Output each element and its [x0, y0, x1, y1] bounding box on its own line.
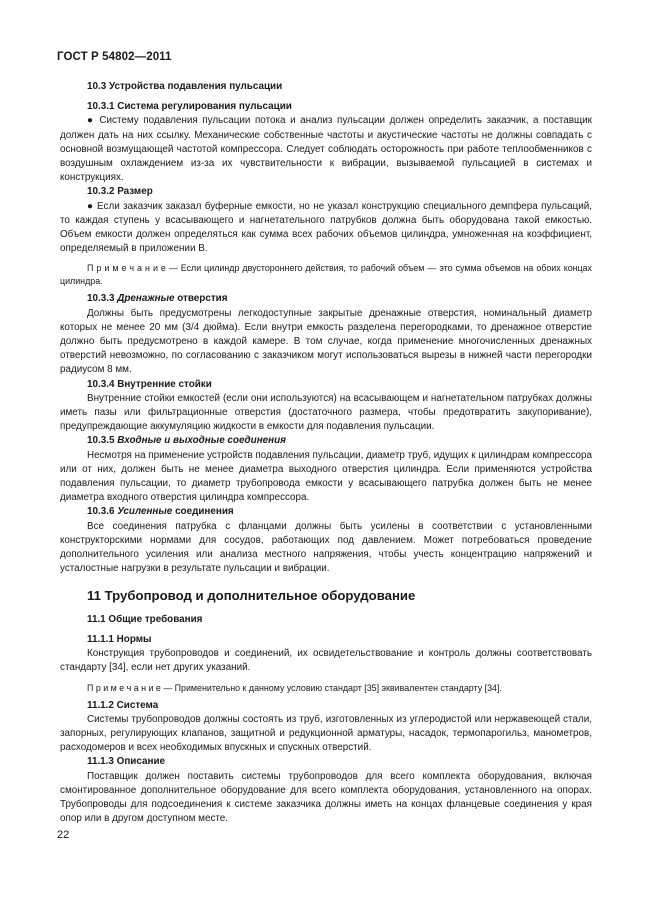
section-10-3-3-italic: Дренажные — [117, 293, 175, 305]
section-10-3-3-number: 10.3.3 — [87, 293, 115, 305]
section-10-3-3-text: Должны быть предусмотрены легкодоступные закрытые дренажные отверстия, номинальный диаметр которых не менее 20 мм (3/4 дюйма). Если внутри емкость разделена перегородками, то дренажное отверстие должно быть предусмотрено в каждой камере. В том случае, когда применение многочисленных дренажных отверстий невозможно, по согласованию с заказчиком могут использоваться вырезы в нижней части перегородки радиусом 8 мм. — [60, 307, 592, 376]
section-11-1-3-text: Поставщик должен поставить системы трубопроводов для всего комплекта оборудования, включая смонтированное дополнительное оборудование для всего комплекта оборудования, установленного на опорах. Трубопроводы для подсоединения к системе заказчика должны иметь на концах фланцевые соединения у края опор или в другом доступном месте. — [60, 770, 592, 825]
section-11-1-1-heading: 11.1.1 Нормы — [87, 633, 152, 645]
standard-header: ГОСТ Р 54802—2011 — [57, 51, 172, 63]
section-10-3-6-italic: Усиленные — [117, 506, 173, 518]
section-10-3-5-heading — [87, 434, 592, 448]
section-10-3-2-text: ● Если заказчик заказал буферные емкости, но не указал конструкцию специального демпфера пульсаций, то каждая ступень у всасывающего и нагнетательного патрубков должна быть оборудована такой емкостью. Объем емкости должен определяться как сумма всех рабочих объемов цилиндра, умноженная на коэффициент, определяемый в приложении В. — [60, 200, 592, 255]
section-10-3-5-number: 10.3.5 — [87, 435, 115, 447]
section-10-3-6-rest: соединения — [175, 506, 234, 518]
section-10-3-2-heading: 10.3.2 Размер — [87, 186, 153, 198]
section-10-3-1-text: ● Систему подавления пульсации потока и анализ пульсации должен определить заказчик, а поставщик должен дать на них ссылку. Механические собственные частоты и акустические частоты не должны совпадать с основной возмущающей частотой компрессора. Следует соблюдать осторожность при работе теплообменников с воздушным охлаждением из-за их чувствительности к вибрации, вызываемой пульсацией в системах и конструкциях. — [60, 115, 592, 184]
section-10-3-6-heading — [87, 505, 592, 519]
section-11-1-1-text: Конструкция трубопроводов и соединений, их освидетельствование и контроль должны соответствовать стандарту [34], если нет других указаний. — [60, 648, 592, 674]
section-11-heading: 11 Трубопровод и дополнительное оборудование — [87, 587, 416, 603]
section-11-1-2-heading: 11.1.2 Система — [87, 699, 159, 711]
section-10-3-heading: 10.3 Устройства подавления пульсации — [87, 81, 283, 92]
section-10-3-5-italic: Входные и выходные соединения — [117, 435, 286, 447]
section-10-3-3-heading — [87, 292, 592, 306]
section-11-1-heading: 11.1 Общие требования — [87, 613, 203, 625]
section-11-1-3-heading: 11.1.3 Описание — [87, 756, 166, 768]
page-number: 22 — [57, 829, 70, 841]
note-standard: П р и м е ч а н и е — Применительно к данному условию стандарт [35] эквивалентен стандарту [34]. — [87, 682, 502, 693]
document-body — [60, 79, 592, 826]
section-10-3-4-heading: 10.3.4 Внутренние стойки — [87, 378, 212, 390]
section-10-3-6-text: Все соединения патрубка с фланцами должны быть усилены в соответствии с установленными конструкторскими нормами для сосудов, работающих под давлением. Может потребоваться проведение дополнительного усиления или анализа местного напряжения, чтобы учесть концентрацию напряжений и усталостные нагрузки в результате пульсации и вибрации. — [60, 520, 592, 575]
section-10-3-6-number: 10.3.6 — [87, 506, 115, 518]
section-11-1-2-text: Системы трубопроводов должны состоять из труб, изготовленных из углеродистой или нержавеющей стали, запорных, регулирующих клапанов, защитной и редукционной арматуры, насадок, термопарогильз, манометров, расходомеров и всех необходимых впускных и спускных отверстий. — [60, 713, 592, 754]
section-10-3-3-rest: отверстия — [177, 293, 228, 305]
section-10-3-1-heading: 10.3.1 Система регулирования пульсации — [87, 101, 292, 113]
note-cylinder: П р и м е ч а н и е — Если цилиндр двустороннего действия, то рабочий объем — это сумма объемов на обоих концах цилиндра. — [60, 263, 592, 287]
section-10-3-4-text: Внутренние стойки емкостей (если они используются) на всасывающем и нагнетательном патрубках должны иметь пазы или фильтрационные отверстия (достаточного размера, чтобы предотвратить закупоривание), предупреждающие аккумуляцию жидкости в емкости для подавления пульсации. — [60, 392, 592, 433]
section-10-3-5-text: Несмотря на применение устройств подавления пульсации, диаметр труб, идущих к цилиндрам компрессора или от них, должен быть не менее диаметра выходного отверстия цилиндра. Если применяются устройства подавления пульсации, то диаметр трубопровода емкости у всасывающего патрубка должен быть не менее диаметра входного отверстия цилиндра компрессора. — [60, 449, 592, 504]
